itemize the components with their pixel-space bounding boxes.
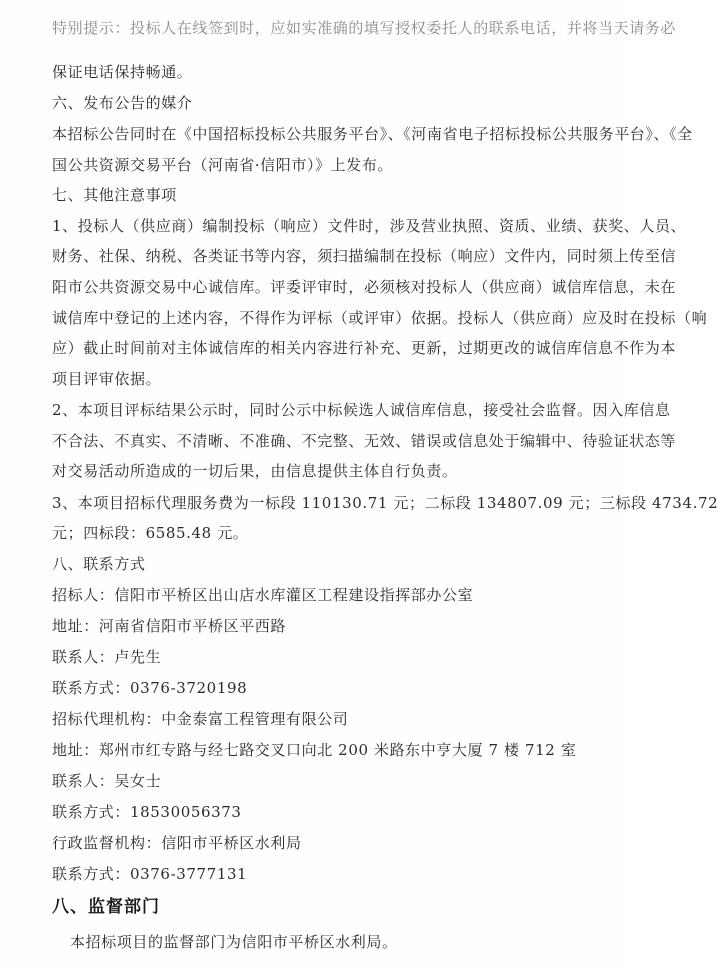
note-1-line-3: 阳市公共资源交易中心诚信库。评委评审时，必须核对投标人（供应商）诚信库信息，未在 [52,278,677,296]
agency-contact-person: 联系人：吴女士 [52,772,162,790]
supervision-statement: 本招标项目的监督部门为信阳市平桥区水利局。 [70,933,398,951]
note-1-line-6: 项目评审依据。 [52,370,162,388]
note-3-line-2: 元；四标段：6585.48 元。 [52,524,249,542]
tenderer-address: 地址：河南省信阳市平桥区平西路 [52,617,287,635]
agency-address: 地址：郑州市红专路与经七路交叉口向北 200 米路东中亨大厦 7 楼 712 室 [52,741,577,759]
media-paragraph-line-1: 本招标公告同时在《中国招标投标公共服务平台》、《河南省电子招标投标公共服务平台》、《全 [52,125,693,143]
section-eight-contact-heading: 八、联系方式 [52,555,146,573]
section-seven-heading: 七、其他注意事项 [52,186,177,204]
special-notice-line-2: 保证电话保持畅通。 [52,63,193,81]
tenderer-contact-person: 联系人：卢先生 [52,648,162,666]
note-1-line-5: 应）截止时间前对主体诚信库的相关内容进行补充、更新，过期更改的诚信库信息不作为本 [52,339,677,357]
section-six-heading: 六、发布公告的媒介 [52,94,193,112]
note-2-line-3: 对交易活动所造成的一切后果，由信息提供主体自行负责。 [52,462,458,480]
note-2-line-2: 不合法、不真实、不清晰、不准确、不完整、无效、错误或信息处于编辑中、待验证状态等 [52,432,677,450]
agency-phone: 联系方式：18530056373 [52,803,242,821]
media-paragraph-line-2: 国公共资源交易平台（河南省·信阳市）》上发布。 [52,156,394,174]
note-3-line-1: 3、本项目招标代理服务费为一标段 110130.71 元；二标段 134807.09 元；三标段 4734.72 [52,494,718,512]
note-1-line-2: 财务、社保、纳税、各类证书等内容，须扫描编制在投标（响应）文件内，同时须上传至信 [52,247,677,265]
tenderer-name: 招标人：信阳市平桥区出山店水库灌区工程建设指挥部办公室 [52,586,474,604]
note-2-line-1: 2、本项目评标结果公示时，同时公示中标候选人诚信库信息，接受社会监督。因入库信息 [52,401,671,419]
section-eight-supervision-heading: 八、监督部门 [52,897,160,917]
supervision-agency: 行政监督机构：信阳市平桥区水利局 [52,834,302,852]
tenderer-phone: 联系方式：0376-3720198 [52,679,248,697]
supervision-phone: 联系方式：0376-3777131 [52,865,248,883]
note-1-line-4: 诚信库中登记的上述内容，不得作为评标（或评审）依据。投标人（供应商）应及时在投标（响 [52,309,708,327]
agency-name: 招标代理机构：中金泰富工程管理有限公司 [52,710,349,728]
note-1-line-1: 1、投标人（供应商）编制投标（响应）文件时，涉及营业执照、资质、业绩、获奖、人员、 [52,217,687,235]
special-notice-line-1: 特别提示：投标人在线签到时，应如实准确的填写授权委托人的联系电话，并将当天请务必 [52,19,677,37]
